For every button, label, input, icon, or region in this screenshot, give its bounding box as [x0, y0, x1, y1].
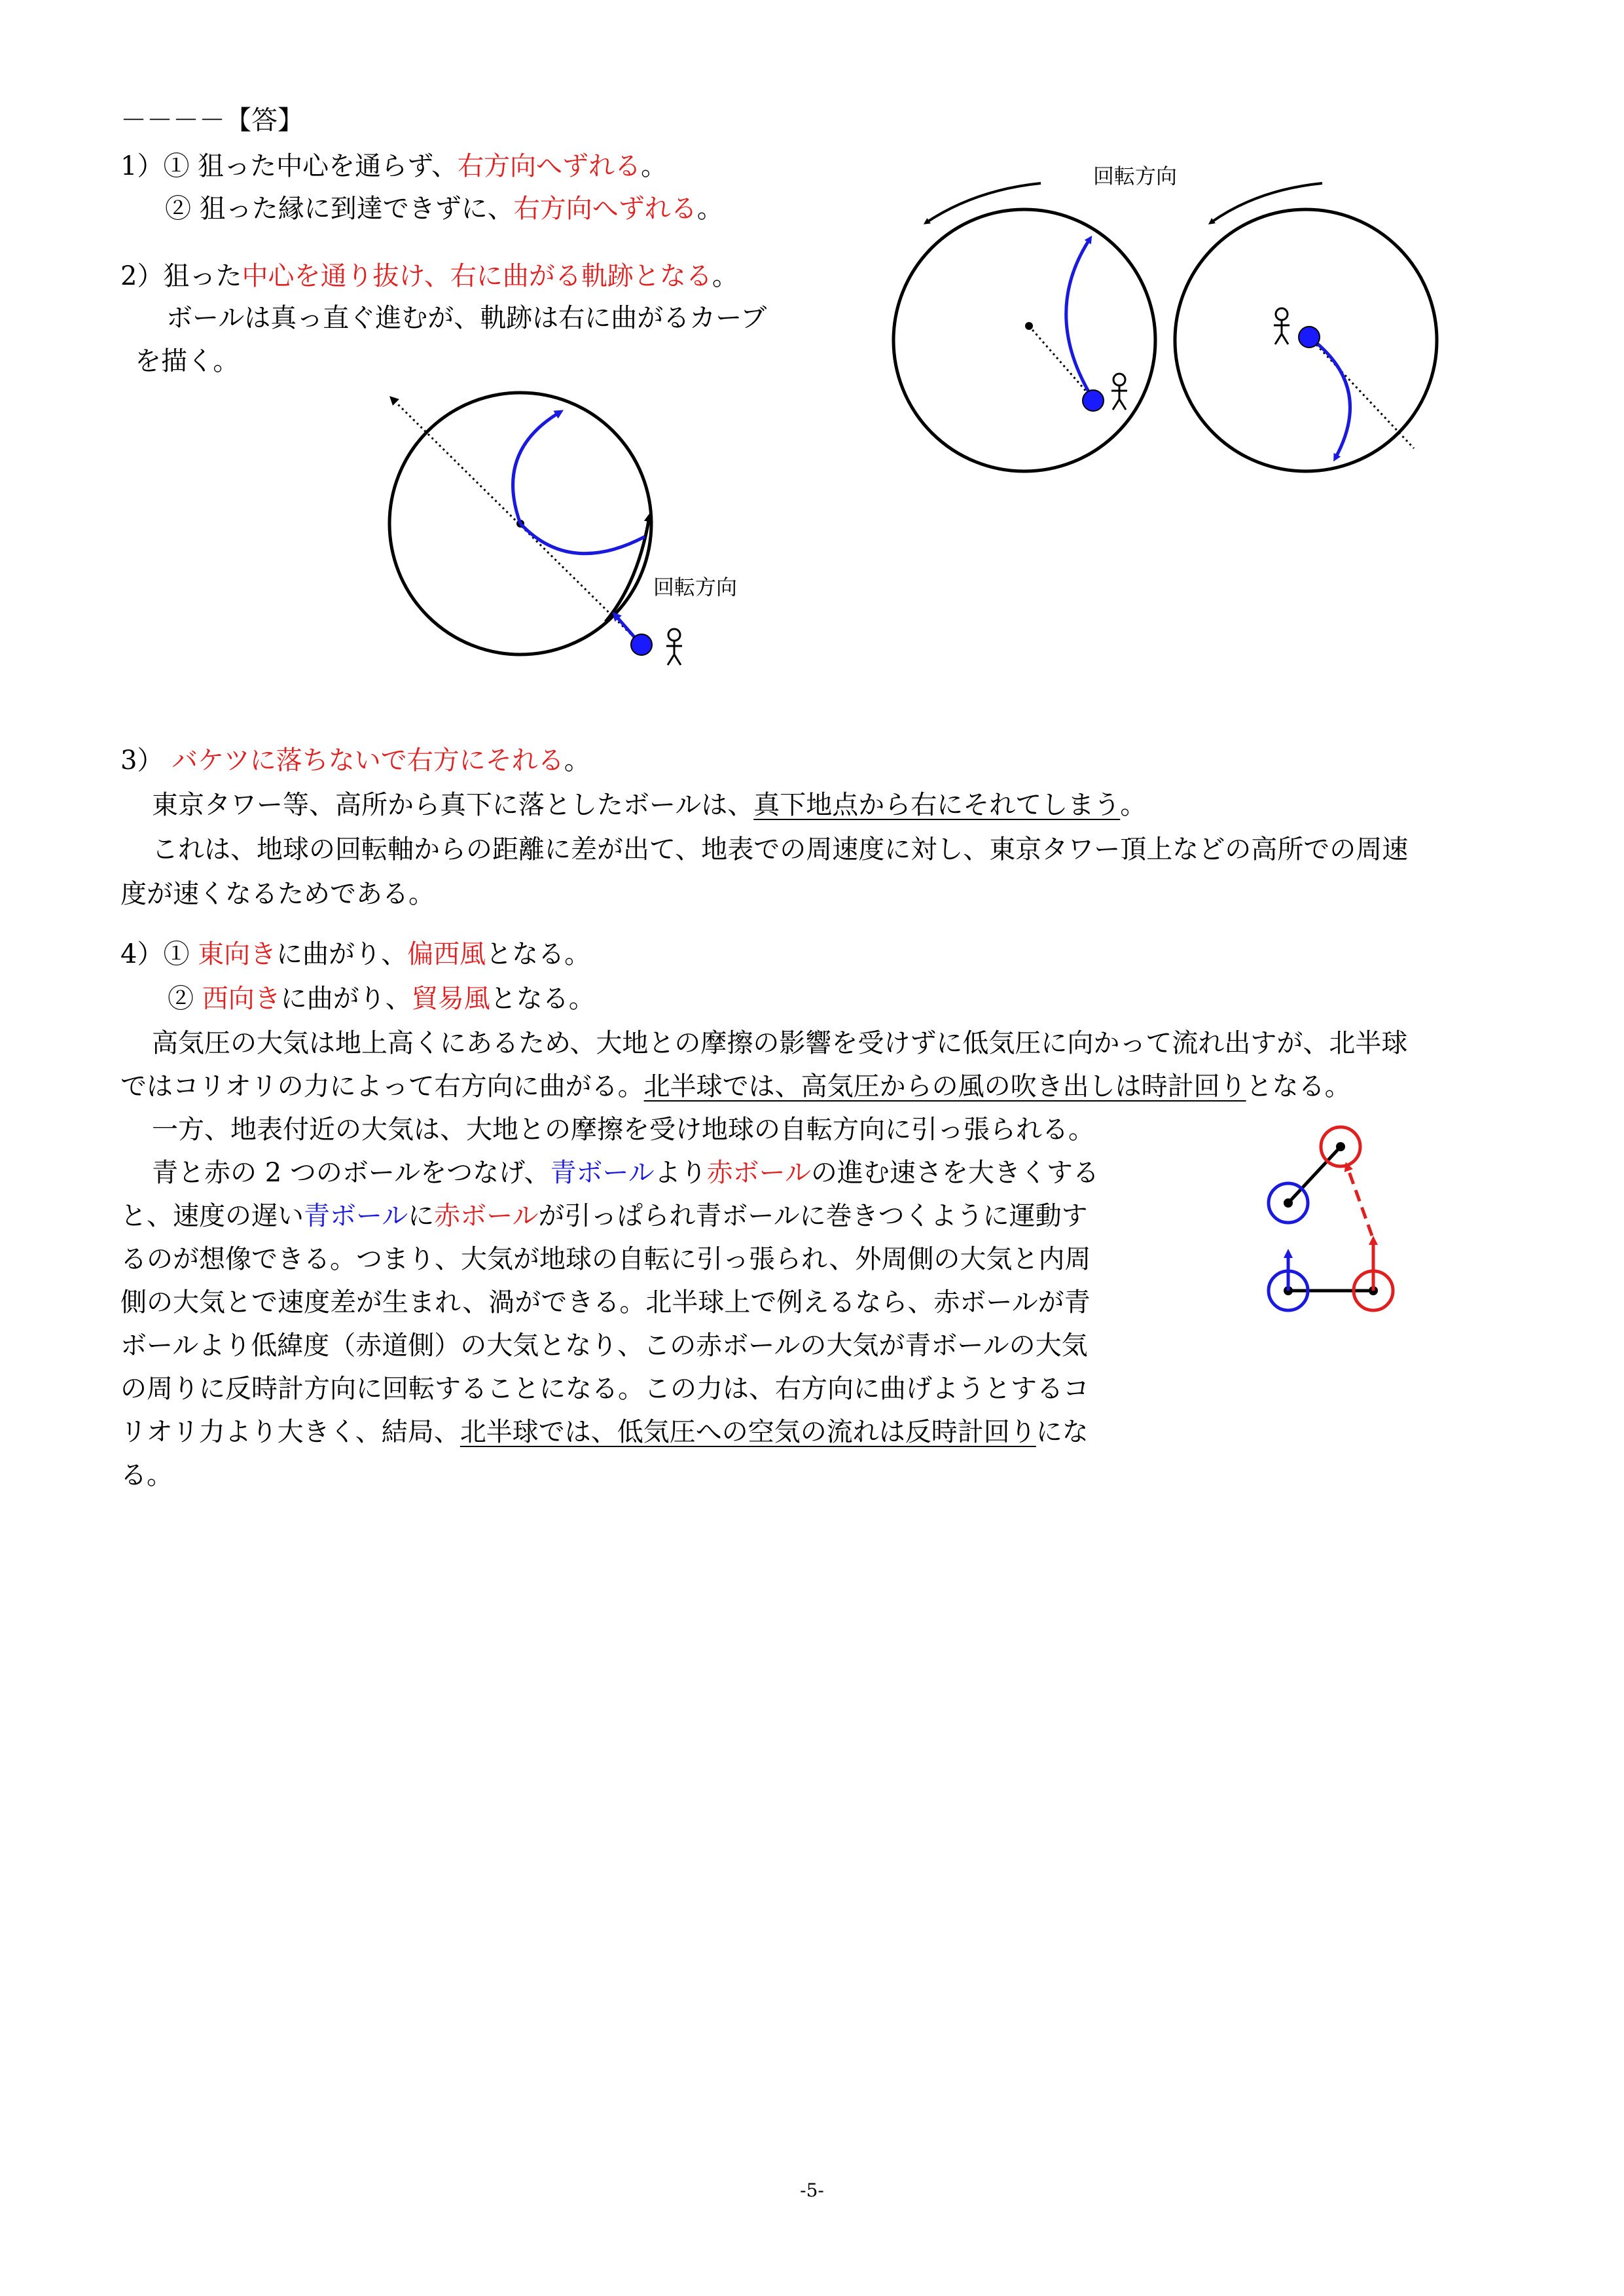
disc-left: [893, 209, 1155, 471]
q4-p3-line8: る。: [120, 1460, 173, 1490]
q3-line2: [152, 788, 1146, 822]
q1-mark2: ②: [165, 194, 191, 224]
blue-ball-term: 青ボール: [550, 1158, 655, 1188]
aim-line-arrow-icon: [393, 399, 638, 641]
aim-line: [1029, 326, 1093, 399]
q3-answer: バケツに落ちないで右方にそれる: [171, 745, 564, 776]
rotation-discs-figure: [890, 157, 1466, 484]
q1-answer1: 右方向へずれる: [457, 151, 641, 181]
q2-line1: [120, 259, 738, 293]
q2-line2: ボールは真っ直ぐ進むが、軌跡は右に曲がるカーブ: [166, 303, 767, 333]
q4-p3-line4: 側の大気とで速度差が生まれ、渦ができる。北半球上で例えるなら、赤ボールが青: [120, 1287, 1091, 1318]
rotation-label-top: 回転方向: [1093, 164, 1178, 188]
answer-header: －－－－【答】: [120, 105, 304, 135]
q4-post1: となる。: [486, 939, 591, 969]
q4-p3-l1-pre: 青と赤の 2 つのボールをつなげ、: [152, 1158, 550, 1188]
q1-mark1: ①: [163, 151, 190, 181]
q4-mid1: に曲がり、: [276, 939, 408, 969]
q3-line4: 度が速くなるためである。: [120, 879, 435, 909]
q3-l2-pre: 東京タワー等、高所から真下に落としたボールは、: [152, 790, 754, 820]
blue-ball-term: 青ボール: [304, 1201, 408, 1231]
q1-number: 1）: [120, 151, 164, 181]
q4-post2: となる。: [490, 984, 595, 1014]
q4-p1-l2-underline: 北半球では、高気圧からの風の吹き出しは時計回り: [643, 1071, 1246, 1102]
q4-p3-l7-pre: リオリ力より大きく、結局、: [120, 1417, 460, 1447]
center-pass-figure: [373, 380, 792, 687]
q2-pre: 狙った: [163, 261, 242, 291]
q4-p3-line3: るのが想像できる。つまり、大気が地球の自転に引っ張られ、外周側の大気と内周: [120, 1244, 1091, 1274]
q1-period2: 。: [696, 194, 723, 224]
q3-line1: [120, 744, 590, 778]
q4-mark2: ②: [168, 984, 194, 1014]
q4-p3-line5: ボールより低緯度（赤道側）の大気となり、この赤ボールの大気が青ボールの大気: [120, 1331, 1088, 1361]
q4-p2-line1: 一方、地表付近の大気は、大地との摩擦を受け地球の自転方向に引っ張られる。: [152, 1115, 1094, 1145]
q4-mark1: ①: [163, 939, 190, 969]
q4-p3-line6: の周りに反時計方向に回転することになる。この力は、右方向に曲げようとするコ: [120, 1374, 1089, 1404]
red-ball-term: 赤ボール: [706, 1158, 811, 1188]
center-dot: [1284, 1198, 1293, 1208]
q2-line3: を描く。: [135, 346, 240, 376]
ball-trajectory-curve: [520, 524, 645, 554]
connector: [1288, 1147, 1341, 1203]
ball-icon: [1299, 327, 1320, 348]
q4-p3-l1-mid: より: [654, 1158, 707, 1188]
q4-p3-l2-mid: に: [408, 1201, 435, 1231]
q2-number: 2）: [120, 261, 164, 291]
q4-answer1b: 偏西風: [407, 939, 486, 969]
q4-mid2: に曲がり、: [280, 984, 412, 1014]
two-ball-figure: [1257, 1119, 1414, 1329]
q1-text2: 狙った縁に到達できずに、: [199, 194, 514, 224]
q4-p1-l2-pre: ではコリオリの力によって右方向に曲がる。: [120, 1071, 644, 1102]
rotation-label-mid: 回転方向: [653, 575, 738, 600]
ball-trajectory-arrow-icon: [513, 412, 560, 524]
q2-answer: 中心を通り抜け、右に曲がる軌跡となる: [242, 261, 712, 291]
q4-p3-line7: [120, 1415, 1089, 1449]
q4-p1-line2: [120, 1069, 1351, 1103]
red-ball-term: 赤ボール: [434, 1201, 539, 1231]
q1-period1: 。: [640, 151, 667, 181]
stick-figure-icon: [666, 629, 682, 665]
q4-p3-line1: [152, 1156, 1099, 1190]
ball-trajectory-arrow-icon: [1066, 239, 1093, 399]
q4-p1-line1: 高気圧の大気は地上高くにあるため、大地との摩擦の影響を受けずに低気圧に向かって流れ出すが、北半球: [152, 1028, 1408, 1058]
q1-line2: [165, 192, 723, 226]
q4-p1-l2-post: となる。: [1246, 1071, 1351, 1102]
q4-p3-l2-pre: と、速度の遅い: [120, 1201, 304, 1231]
red-path-dashed-arrow-icon: [1347, 1166, 1372, 1236]
q4-answer2b: 貿易風: [411, 984, 490, 1014]
stick-figure-icon: [1111, 374, 1127, 410]
q3-l2-post: 。: [1120, 790, 1147, 820]
q1-line1: [120, 149, 667, 183]
center-dot: [1336, 1142, 1345, 1151]
q4-line2: [168, 982, 595, 1016]
ball-icon: [1083, 390, 1104, 411]
q3-l2-underline: 真下地点から右にそれてしまう: [753, 790, 1121, 820]
q4-line1: [120, 937, 590, 971]
q4-p3-l1-post: の進む速さを大きくする: [810, 1158, 1099, 1188]
stick-figure-icon: [1274, 308, 1290, 344]
ball-trajectory-arrow-icon: [1309, 337, 1350, 458]
q4-answer1a: 東向き: [198, 939, 277, 969]
q2-period: 。: [712, 261, 738, 291]
q3-period: 。: [564, 745, 590, 776]
q4-p3-l7-underline: 北半球では、低気圧への空気の流れは反時計回り: [460, 1417, 1036, 1447]
q3-line3: これは、地球の回転軸からの距離に差が出て、地表での周速度に対し、東京タワー頂上などの高所での周速: [152, 834, 1409, 865]
q4-p3-line2: [120, 1199, 1088, 1233]
q3-number: 3）: [120, 745, 164, 776]
q4-p3-l2-post: が引っぱられ青ボールに巻きつくように運動す: [538, 1201, 1088, 1231]
q1-answer2: 右方向へずれる: [513, 194, 697, 224]
ball-icon: [631, 634, 652, 655]
page-number: -5-: [800, 2179, 824, 2201]
q4-answer2a: 西向き: [202, 984, 281, 1014]
q4-p3-l7-post: にな: [1036, 1417, 1089, 1447]
q1-text1: 狙った中心を通らず、: [198, 151, 458, 181]
q4-number: 4）: [120, 939, 164, 969]
